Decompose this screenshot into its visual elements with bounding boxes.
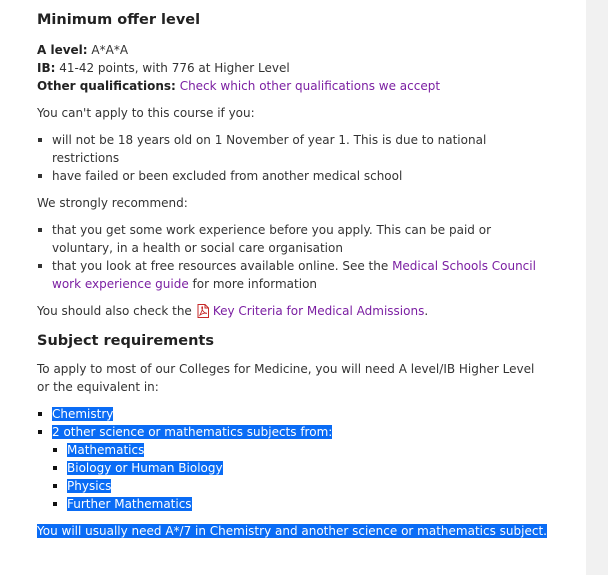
recommend-intro: We strongly recommend:	[37, 196, 188, 210]
msc-work-experience-link[interactable]: Medical Schools Council work experience guide	[52, 259, 536, 291]
cannot-apply-list	[37, 131, 547, 185]
list-item: Mathematics	[37, 441, 547, 459]
list-item: 2 other science or mathematics subjects from: Mathematics Biology or Human Biology Physics Further Mathematics	[37, 423, 547, 513]
ib-line: IB: 41-42 points, with 776 at Higher Level	[37, 61, 290, 75]
cannot-apply-intro: You can't apply to this course if you:	[37, 106, 255, 120]
subject-list	[37, 405, 547, 513]
list-item: Chemistry	[37, 405, 547, 423]
subject-intro: To apply to most of our Colleges for Medicine, you will need A level/IB Higher Level or the equivalent in:	[37, 362, 535, 394]
min-offer-heading: Minimum offer level	[37, 12, 201, 28]
list-item: that you look at free resources available online. See the Medical Schools Council work experience guide for more information	[37, 257, 547, 293]
ib-value: 41-42 points, with 776 at Higher Level	[59, 61, 290, 75]
list-item: have failed or been excluded from another medical school	[37, 167, 547, 185]
other-qualifications-line: Other qualifications: Check which other qualifications we accept	[37, 79, 441, 93]
subject-sub-list	[37, 441, 547, 513]
other-qualifications-link[interactable]: Check which other qualifications we accept	[179, 79, 441, 93]
key-criteria-link[interactable]: Key Criteria for Medical Admissions	[212, 304, 425, 318]
subject-requirements-heading: Subject requirements	[37, 333, 214, 349]
closing-note: You will usually need A*/7 in Chemistry and another science or mathematics subject.	[37, 524, 547, 538]
offer-details	[37, 41, 547, 95]
course-entry-requirements	[37, 10, 547, 540]
list-item: Biology or Human Biology	[37, 459, 547, 477]
key-criteria-line: You should also check the Key Criteria for Medical Admissions.	[37, 304, 429, 318]
recommend-list	[37, 221, 547, 293]
pdf-icon	[197, 304, 209, 318]
a-level-line: A level: A*A*A	[37, 43, 129, 57]
list-item: that you get some work experience before you apply. This can be paid or voluntary, in a health or social care organisation	[37, 221, 547, 257]
list-item: Physics	[37, 477, 547, 495]
a-level-value: A*A*A	[91, 43, 129, 57]
scrollbar-track[interactable]	[586, 0, 608, 575]
list-item: Further Mathematics	[37, 495, 547, 513]
list-item: will not be 18 years old on 1 November of year 1. This is due to national restrictions	[37, 131, 547, 167]
